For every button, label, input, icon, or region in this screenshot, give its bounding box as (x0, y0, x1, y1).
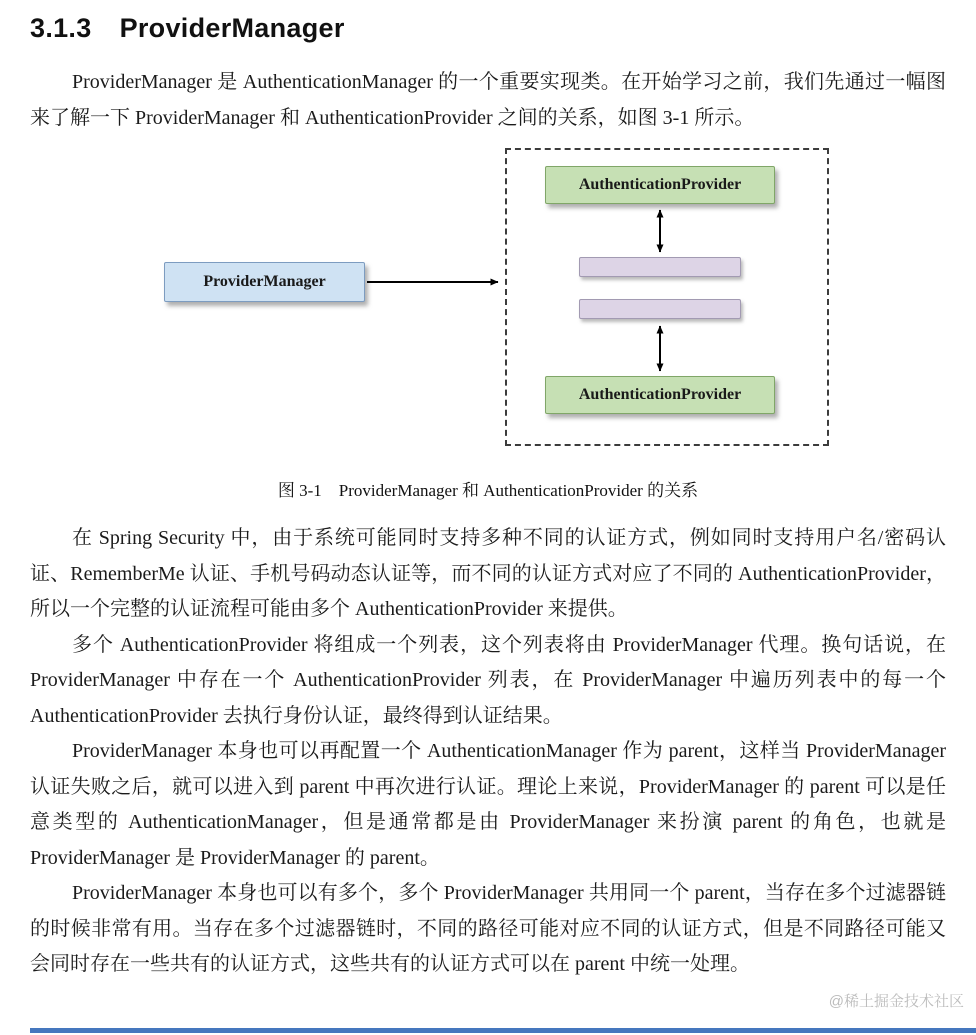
authentication-provider-bottom-label: AuthenticationProvider (578, 386, 742, 403)
figure-caption: 图 3-1 ProviderManager 和 AuthenticationProvider 的关系 (277, 481, 699, 500)
figure-diagram (0, 144, 976, 450)
section-title: ProviderManager (119, 13, 345, 43)
provider-manager-label: ProviderManager (203, 273, 326, 290)
paragraph-body-4: ProviderManager 本身也可以有多个，多个 ProviderManager 共用同一个 parent，当存在多个过滤器链的时候非常有用。当存在多个过滤器链时，不同的路径可能对应不同的认证方式，但是不同路径可能又会同时存在一些共有的认证方式，这些共有的认证方式可以在 parent 中统一处理。 (30, 882, 946, 975)
section-heading (30, 13, 976, 44)
paragraph-body-1: 在 Spring Security 中，由于系统可能同时支持多种不同的认证方式，例如同时支持用户名/密码认证、RememberMe 认证、手机号码动态认证等，而不同的认证方式对应了不同的 AuthenticationProvider，所以一个完整的认证流程可能由多个 AuthenticationProvider 来提供。 (30, 527, 946, 620)
figure-arrows (0, 144, 976, 450)
paragraph-body-3: ProviderManager 本身也可以再配置一个 AuthenticationManager 作为 parent，这样当 ProviderManager 认证失败之后，就可以进入到 parent 中再次进行认证。理论上来说，ProviderManager 的 parent 可以是任意类型的 AuthenticationManager，但是通常都是由 ProviderManager 来扮演 parent 的角色，也就是 ProviderManager 是 ProviderManager 的 parent。 (30, 740, 946, 869)
watermark: @稀土掘金技术社区 (828, 993, 964, 1010)
paragraph-body-2: 多个 AuthenticationProvider 将组成一个列表，这个列表将由 ProviderManager 代理。换句话说，在 ProviderManager 中存在一个 AuthenticationProvider 列表，在 ProviderManager 中遍历列表中的每一个 AuthenticationProvider 去执行身份认证，最终得到认证结果。 (30, 633, 946, 727)
authentication-provider-top-label: AuthenticationProvider (578, 176, 742, 193)
bottom-rule (30, 1028, 976, 1033)
paragraph-intro: ProviderManager 是 AuthenticationManager 的一个重要实现类。在开始学习之前，我们先通过一幅图来了解一下 ProviderManager 和 AuthenticationProvider 之间的关系，如图 3-1 所示。 (30, 71, 946, 129)
section-number: 3.1.3 (30, 13, 92, 43)
document-page (0, 13, 976, 1035)
